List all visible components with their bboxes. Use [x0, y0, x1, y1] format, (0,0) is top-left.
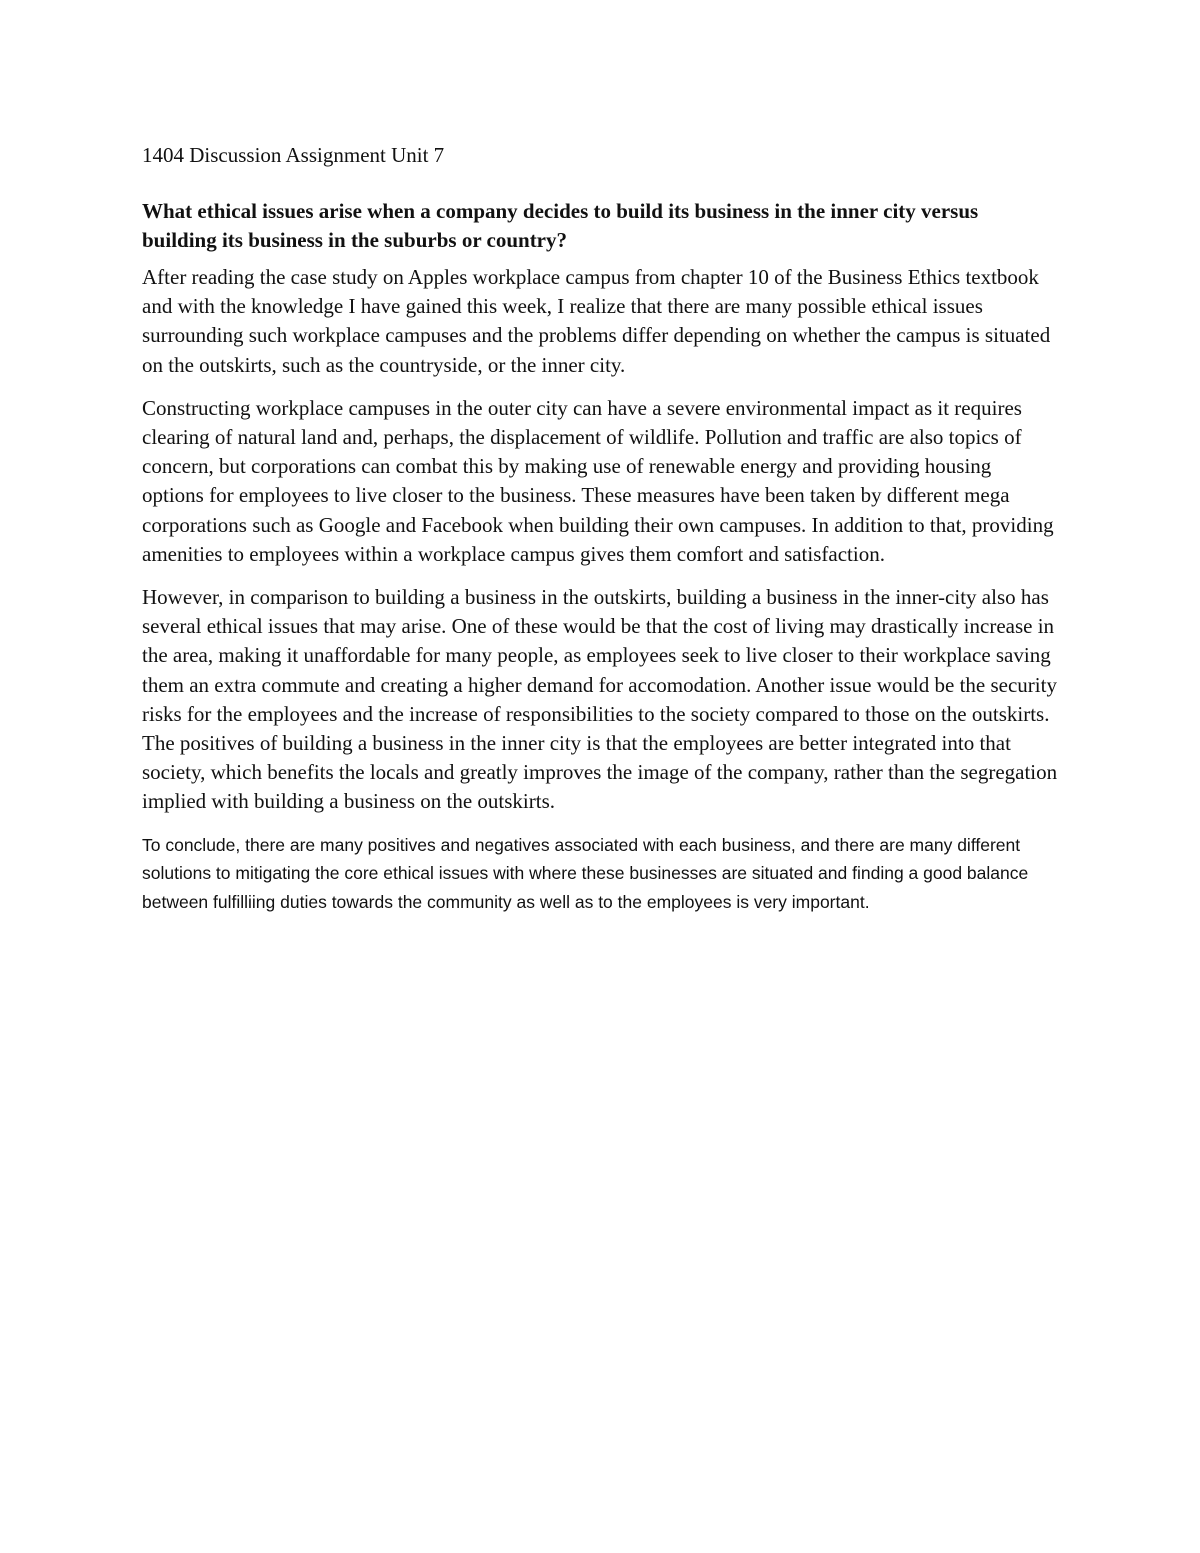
discussion-question: What ethical issues arise when a company decides to build its business in the inner city versus building its business in the suburbs or country? [142, 199, 979, 252]
document-body [142, 140, 1058, 916]
paragraph-conclusion: To conclude, there are many positives and negatives associated with each business, and there are many different solutions to mitigating the core ethical issues with where these businesses are situated and finding a good balance between fulfilliing duties towards the community as well as to the employees is very important. [142, 834, 1029, 912]
paragraph-introduction: After reading the case study on Apples workplace campus from chapter 10 of the Business Ethics textbook and with the knowledge I have gained this week, I realize that there are many possible ethical issues surrounding such workplace campuses and the problems differ depending on whether the campus is situated on the outskirts, such as the countryside, or the inner city. [142, 265, 1051, 377]
document-title: 1404 Discussion Assignment Unit 7 [142, 143, 445, 167]
paragraph-outer-city: Constructing workplace campuses in the outer city can have a severe environmental impact as it requires clearing of natural land and, perhaps, the displacement of wildlife. Pollution and traffic are also topics of concern, but corporations can combat this by making use of renewable energy and providing housing options for employees to live closer to the business. These measures have been taken by different mega corporations such as Google and Facebook when building their own campuses. In addition to that, providing amenities to employees within a workplace campus gives them comfort and satisfaction. [142, 395, 1054, 566]
paragraph-inner-city: However, in comparison to building a business in the outskirts, building a business in the inner-city also has several ethical issues that may arise. One of these would be that the cost of living may drastically increase in the area, making it unaffordable for many people, as employees seek to live closer to their workplace saving them an extra commute and creating a higher demand for accomodation. Another issue would be the security risks for the employees and the increase of responsibilities to the society compared to those on the outskirts. The positives of building a business in the inner city is that the employees are better integrated into that society, which benefits the locals and greatly improves the image of the company, rather than the segregation implied with building a business on the outskirts. [142, 585, 1058, 814]
